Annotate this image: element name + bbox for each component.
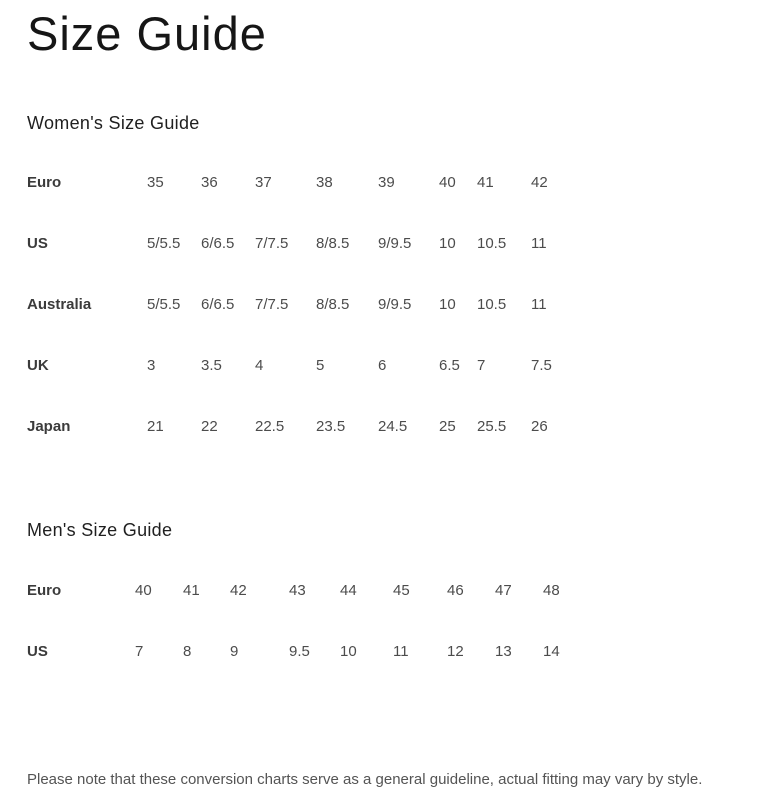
size-cell: 42: [531, 174, 548, 192]
size-cell: 6/6.5: [201, 235, 235, 253]
size-cell: 8/8.5: [316, 235, 350, 253]
womens-size-table: [27, 152, 605, 457]
row-label: Australia: [27, 296, 92, 314]
size-cell: 5/5.5: [147, 296, 181, 314]
row-label: US: [27, 642, 48, 660]
size-cell: 11: [531, 296, 547, 314]
size-cell: 22: [201, 418, 218, 436]
row-label: Japan: [27, 418, 71, 436]
size-cell: 42: [230, 581, 247, 599]
page-title: Size Guide: [27, 7, 267, 60]
size-cell: 10: [439, 235, 456, 253]
table-row: [27, 621, 605, 682]
size-cell: 13: [495, 642, 512, 660]
size-cell: 46: [447, 581, 464, 599]
size-cell: 7.5: [531, 357, 552, 375]
size-cell: 41: [477, 174, 494, 192]
size-cell: 11: [393, 642, 409, 660]
row-label: Euro: [27, 174, 62, 192]
row-label: UK: [27, 357, 49, 375]
size-cell: 6: [378, 357, 387, 375]
size-cell: 43: [289, 581, 306, 599]
table-row: [27, 335, 605, 396]
mens-size-table: [27, 560, 605, 682]
row-label: Euro: [27, 581, 62, 599]
table-row: [27, 560, 605, 621]
womens-section-heading: Women's Size Guide: [27, 112, 200, 133]
size-cell: 36: [201, 174, 218, 192]
size-cell: 23.5: [316, 418, 346, 436]
size-cell: 10: [439, 296, 456, 314]
size-cell: 7/7.5: [255, 235, 289, 253]
table-row: [27, 213, 605, 274]
size-cell: 47: [495, 581, 512, 599]
size-cell: 3.5: [201, 357, 222, 375]
size-cell: 44: [340, 581, 357, 599]
size-cell: 40: [439, 174, 456, 192]
size-cell: 10: [340, 642, 357, 660]
mens-section-heading: Men's Size Guide: [27, 520, 173, 541]
size-cell: 6.5: [439, 357, 460, 375]
footer-note: Please note that these conversion charts serve as a general guideline, actual fitting may vary by style.: [27, 770, 703, 788]
size-cell: 9: [230, 642, 239, 660]
size-cell: 37: [255, 174, 272, 192]
size-cell: 41: [183, 581, 200, 599]
size-cell: 40: [135, 581, 152, 599]
size-cell: 25.5: [477, 418, 507, 436]
size-cell: 38: [316, 174, 333, 192]
size-cell: 4: [255, 357, 264, 375]
size-cell: 7: [135, 642, 144, 660]
size-cell: 25: [439, 418, 456, 436]
size-cell: 3: [147, 357, 156, 375]
size-cell: 5/5.5: [147, 235, 181, 253]
size-cell: 9/9.5: [378, 235, 412, 253]
table-row: [27, 152, 605, 213]
size-cell: 35: [147, 174, 164, 192]
size-cell: 39: [378, 174, 395, 192]
size-cell: 48: [543, 581, 560, 599]
size-cell: 5: [316, 357, 325, 375]
size-cell: 9/9.5: [378, 296, 412, 314]
size-cell: 6/6.5: [201, 296, 235, 314]
size-cell: 12: [447, 642, 464, 660]
table-row: [27, 274, 605, 335]
size-cell: 24.5: [378, 418, 408, 436]
size-cell: 8/8.5: [316, 296, 350, 314]
size-cell: 14: [543, 642, 560, 660]
size-cell: 11: [531, 235, 547, 253]
size-cell: 22.5: [255, 418, 285, 436]
row-label: US: [27, 235, 48, 253]
size-cell: 9.5: [289, 642, 310, 660]
size-cell: 8: [183, 642, 192, 660]
size-cell: 7/7.5: [255, 296, 289, 314]
size-cell: 10.5: [477, 235, 507, 253]
size-cell: 45: [393, 581, 410, 599]
size-cell: 7: [477, 357, 486, 375]
table-row: [27, 396, 605, 457]
size-cell: 21: [147, 418, 164, 436]
size-cell: 26: [531, 418, 548, 436]
size-cell: 10.5: [477, 296, 507, 314]
